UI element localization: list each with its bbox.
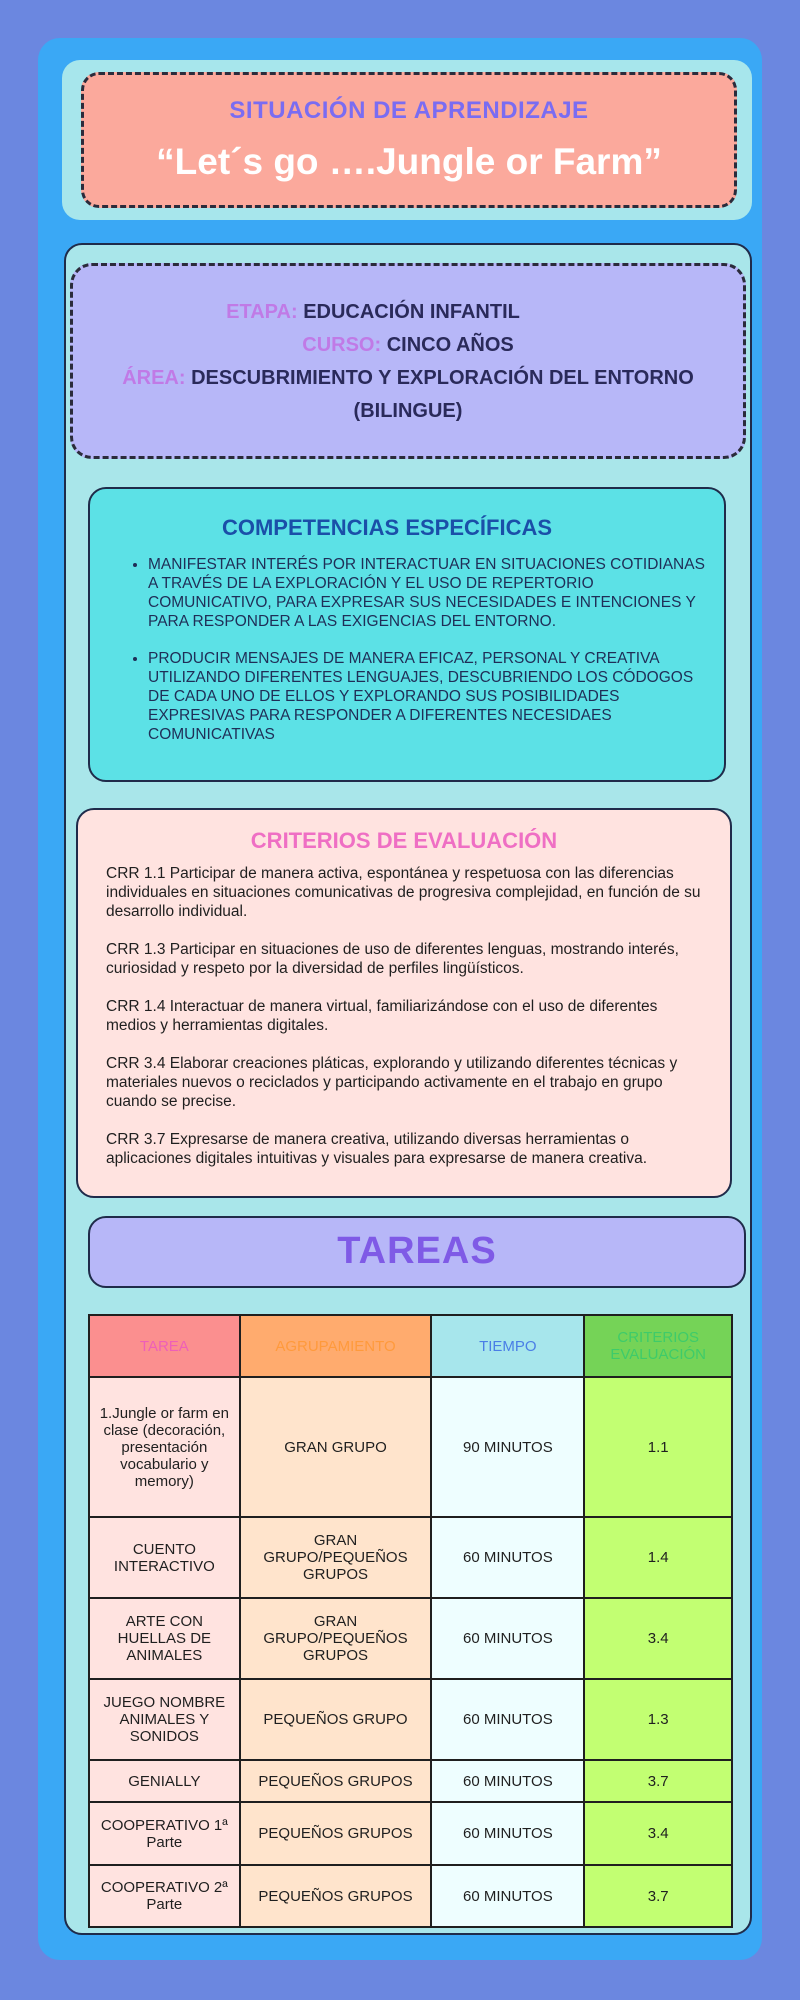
curso-value: CINCO AÑOS [386, 334, 514, 356]
cell-agrupamiento: PEQUEÑOS GRUPOS [240, 1865, 432, 1927]
criterio-item: CRR 3.7 Expresarse de manera creativa, utilizando diversas herramientas o aplicaciones digitales intuitivas y visuales para expresarse de manera creativa. [106, 1131, 648, 1167]
col-header-tiempo: TIEMPO [431, 1315, 584, 1377]
competencias-list [148, 555, 706, 744]
criterios-title: CRITERIOS DE EVALUACIÓN [250, 828, 558, 853]
cell-criterio: 1.4 [584, 1517, 732, 1598]
etapa-line [73, 296, 743, 329]
cell-criterio: 1.1 [584, 1377, 732, 1517]
cell-tiempo: 60 MINUTOS [431, 1679, 584, 1760]
table-row [89, 1377, 732, 1517]
cell-tarea: JUEGO NOMBRE ANIMALES Y SONIDOS [89, 1679, 240, 1760]
table-row [89, 1802, 732, 1865]
criterio-item: CRR 1.3 Participar en situaciones de uso de diferentes lenguas, mostrando interés, curiosidad y respeto por la diversidad de perfiles lingüísticos. [106, 941, 679, 977]
cell-tarea: CUENTO INTERACTIVO [89, 1517, 240, 1598]
cell-agrupamiento: PEQUEÑOS GRUPOS [240, 1802, 432, 1865]
competencias-box [88, 487, 726, 782]
cell-tarea: 1.Jungle or farm en clase (decoración, presentación vocabulario y memory) [89, 1377, 240, 1517]
criterios-list [78, 864, 730, 1168]
cell-criterio: 3.7 [584, 1760, 732, 1802]
table-header-row [89, 1315, 732, 1377]
table-row [89, 1760, 732, 1802]
cell-agrupamiento: PEQUEÑOS GRUPOS [240, 1760, 432, 1802]
cell-criterio: 3.4 [584, 1802, 732, 1865]
table-row [89, 1865, 732, 1927]
cell-tiempo: 60 MINUTOS [431, 1865, 584, 1927]
etapa-label: ETAPA: [226, 301, 298, 323]
competencias-title: COMPETENCIAS ESPECÍFICAS [221, 515, 553, 540]
etapa-value: EDUCACIÓN INFANTIL [303, 301, 520, 323]
cell-tiempo: 90 MINUTOS [431, 1377, 584, 1517]
curso-line [73, 329, 743, 362]
cell-tiempo: 60 MINUTOS [431, 1802, 584, 1865]
col-header-criterios: CRITERIOS EVALUACIÓN [584, 1315, 732, 1377]
area-value: DESCUBRIMIENTO Y EXPLORACIÓN DEL ENTORNO [191, 367, 694, 389]
criterio-item: CRR 3.4 Elaborar creaciones pláticas, explorando y utilizando diferentes técnicas y materiales nuevos o reciclados y participando activamente en el trabajo en grupo cuando se precise. [106, 1055, 678, 1110]
col-header-agrupamiento: AGRUPAMIENTO [240, 1315, 432, 1377]
col-header-tarea: TAREA [89, 1315, 240, 1377]
header-title: SITUACIÓN DE APRENDIZAJE [229, 97, 589, 124]
table-row [89, 1598, 732, 1679]
cell-tarea: ARTE CON HUELLAS DE ANIMALES [89, 1598, 240, 1679]
area-line [73, 362, 743, 395]
cell-agrupamiento: GRAN GRUPO/PEQUEÑOS GRUPOS [240, 1598, 432, 1679]
tareas-title: TAREAS [88, 1216, 746, 1288]
criterios-box [76, 808, 732, 1198]
competencia-item: • MANIFESTAR INTERÉS POR INTERACTUAR EN SITUACIONES COTIDIANAS A TRAVÉS DE LA EXPLORACIÓN Y EL USO DE REPERTORIO COMUNICATIVO, PARA EXPRESAR SUS NECESIDADES E INTENCIONES Y PARA RESPONDER A LAS EXIGENCIAS DEL ENTORNO. [148, 555, 706, 631]
header-box [81, 72, 737, 208]
cell-criterio: 1.3 [584, 1679, 732, 1760]
criterio-item: CRR 1.1 Participar de manera activa, espontánea y respetuosa con las diferencias individuales en situaciones comunicativas de progresiva complejidad, en función de su desarrollo individual. [106, 865, 701, 920]
cell-tarea: COOPERATIVO 2ª Parte [89, 1865, 240, 1927]
cell-tarea: COOPERATIVO 1ª Parte [89, 1802, 240, 1865]
cell-agrupamiento: PEQUEÑOS GRUPO [240, 1679, 432, 1760]
cell-tarea: GENIALLY [89, 1760, 240, 1802]
criterio-item: CRR 1.4 Interactuar de manera virtual, familiarizándose con el uso de diferentes medios y herramientas digitales. [106, 998, 658, 1034]
table-row [89, 1517, 732, 1598]
area-label: ÁREA: [122, 367, 186, 389]
cell-tiempo: 60 MINUTOS [431, 1598, 584, 1679]
cell-criterio: 3.4 [584, 1598, 732, 1679]
curso-label: CURSO: [302, 334, 382, 356]
cell-agrupamiento: GRAN GRUPO/PEQUEÑOS GRUPOS [240, 1517, 432, 1598]
cell-criterio: 3.7 [584, 1865, 732, 1927]
cell-agrupamiento: GRAN GRUPO [240, 1377, 432, 1517]
table-row [89, 1679, 732, 1760]
tareas-table [88, 1314, 733, 1928]
cell-tiempo: 60 MINUTOS [431, 1517, 584, 1598]
header-subtitle: “Let´s go ….Jungle or Farm” [156, 141, 662, 182]
cell-tiempo: 60 MINUTOS [431, 1760, 584, 1802]
competencia-item: • PRODUCIR MENSAJES DE MANERA EFICAZ, PERSONAL Y CREATIVA UTILIZANDO DIFERENTES LENGUAJES, DESCUBRIENDO LOS CÓDOGOS DE CADA UNO DE ELLOS Y EXPLORANDO SUS POSIBILIDADES EXPRESIVAS PARA RESPONDER A DIFERENTES NECESIDAES COMUNICATIVAS [148, 649, 706, 744]
info-box [70, 263, 746, 459]
area-value-2: (BILINGUE) [353, 400, 463, 422]
